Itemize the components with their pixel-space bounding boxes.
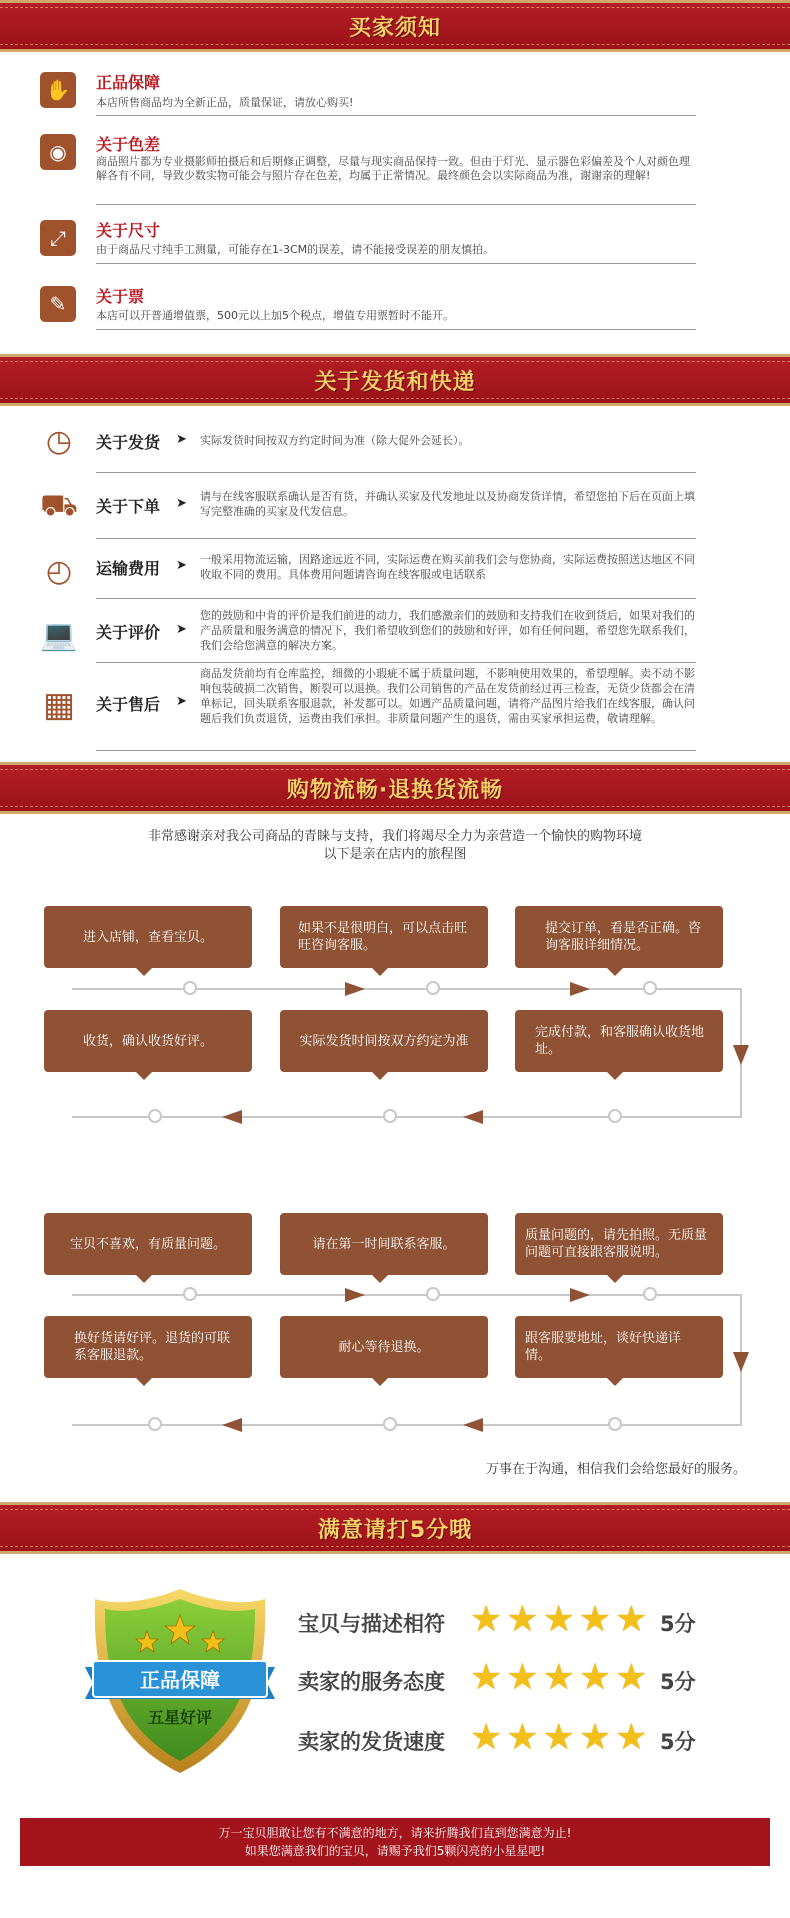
arrow-left-icon — [222, 1418, 242, 1432]
flow-step-box: 提交订单，看是否正确。咨询客服详细情况。 — [515, 906, 723, 968]
flow-dot — [643, 981, 657, 995]
flow-dot — [426, 1287, 440, 1301]
arrow-down-icon — [733, 1352, 749, 1372]
quality-badge — [85, 1585, 275, 1777]
truck-icon: ⛟ — [40, 487, 78, 523]
shipping-title: 运输费用 — [96, 559, 161, 578]
arrow-down-icon — [733, 1045, 749, 1065]
star-icon: ★ — [615, 1717, 648, 1758]
flow-step-box: 宝贝不喜欢，有质量问题。 — [44, 1213, 252, 1275]
arrow-right-icon: ➤ — [176, 694, 187, 709]
flow-dot — [643, 1287, 657, 1301]
laptop-icon: 💻 — [40, 617, 78, 653]
notice-item — [40, 132, 695, 202]
notice-title: 关于色差 — [96, 135, 161, 154]
star-icon: ★ — [578, 1717, 612, 1758]
rating-score: 5分 — [660, 1612, 696, 1636]
section-title: 满意请打5分哦 — [317, 1517, 473, 1543]
section-band-shipping — [0, 354, 790, 406]
flow-dot — [383, 1109, 397, 1123]
flow-intro-line: 非常感谢亲对我公司商品的青睐与支持，我们将竭尽全力为亲营造一个愉快的购物环境 — [147, 829, 642, 844]
arrow-right-icon — [570, 1288, 590, 1302]
footer-line: 如果您满意我们的宝贝，请赐予我们5颗闪亮的小星星吧! — [244, 1844, 546, 1858]
flow-line — [72, 1424, 742, 1426]
shipping-item — [40, 420, 695, 475]
star-icon: ★ — [578, 1599, 612, 1640]
flow-line — [72, 1116, 742, 1118]
notice-text: 由于商品尺寸纯手工测量，可能存在1-3CM的误差，请不能接受误差的朋友慎拍。 — [96, 243, 495, 256]
section-band-rating — [0, 1502, 790, 1554]
flow-intro-line: 以下是亲在店内的旅程图 — [323, 847, 467, 862]
flow-step-box: 质量问题的，请先拍照。无质量问题可直接跟客服说明。 — [515, 1213, 723, 1275]
shipping-title: 关于评价 — [96, 623, 161, 642]
rating-row — [298, 1599, 718, 1642]
shipping-text: 您的鼓励和中肯的评价是我们前进的动力，我们感激亲们的鼓励和支持我们在收到货后，如果对我们的产品质量和服务满意的情况下，我们希望收到您们的鼓励和好评，如有任何问题，希望您先联系我们，我们会给您满意的解决方案。 — [200, 609, 695, 652]
flow-dot — [383, 1417, 397, 1431]
section-title: 买家须知 — [348, 15, 441, 41]
section-title: 关于发货和快递 — [314, 369, 476, 395]
clock-icon: ◷ — [45, 423, 73, 459]
shipping-item — [40, 548, 695, 603]
arrow-right-icon — [345, 1288, 365, 1302]
arrow-right-icon: ➤ — [176, 496, 187, 511]
notice-item — [40, 284, 695, 329]
badge-main-text: 正品保障 — [140, 1668, 220, 1692]
notice-text: 商品照片都为专业摄影师拍摄后和后期修正调整，尽量与现实商品保持一致。但由于灯光、显示器色彩偏差及个人对颜色理解各有不同，导致少数实物可能会与照片存在色差，均属于正常情况。最终颜色会以实际商品为准，谢谢亲的理解! — [96, 155, 690, 182]
flow-step-box: 完成付款，和客服确认收货地址。 — [515, 1010, 723, 1072]
resize-icon: ⤢ — [40, 220, 76, 256]
star-icon: ★ — [615, 1657, 648, 1698]
divider — [96, 472, 696, 473]
footer-banner — [20, 1818, 770, 1866]
notice-title: 关于票 — [96, 287, 145, 306]
rating-label: 卖家的服务态度 — [298, 1670, 445, 1694]
rating-label: 宝贝与描述相符 — [298, 1612, 445, 1636]
flow-step-box: 进入店铺，查看宝贝。 — [44, 906, 252, 968]
flow-dot — [608, 1109, 622, 1123]
grid-icon: ▦ — [42, 685, 76, 725]
flow-dot — [426, 981, 440, 995]
flow-step-box: 实际发货时间按双方约定为准 — [280, 1010, 488, 1072]
flow-step-box: 请在第一时间联系客服。 — [280, 1213, 488, 1275]
shipping-item — [40, 484, 695, 539]
rating-score: 5分 — [660, 1730, 696, 1754]
divider — [96, 204, 696, 205]
star-icon: ★ — [542, 1599, 575, 1640]
section-title: 购物流畅·退换货流畅 — [286, 777, 504, 803]
flow-closing-text: 万事在于沟通，相信我们会给您最好的服务。 — [485, 1462, 746, 1477]
star-group — [470, 1599, 648, 1640]
flow-step-box: 收货，确认收货好评。 — [44, 1010, 252, 1072]
rating-row — [298, 1717, 718, 1760]
divider — [96, 662, 696, 663]
star-icon: ★ — [542, 1717, 575, 1758]
invoice-icon: ✎ — [40, 286, 76, 322]
rating-score: 5分 — [660, 1670, 696, 1694]
shipping-title: 关于发货 — [96, 433, 161, 452]
arrow-right-icon: ➤ — [176, 432, 187, 447]
divider — [96, 538, 696, 539]
flow-step-box: 跟客服要地址，谈好快递详情。 — [515, 1316, 723, 1378]
section-band-buyer-notice — [0, 0, 790, 52]
star-icon: ★ — [470, 1717, 503, 1758]
arrow-right-icon — [570, 982, 590, 996]
shipping-text: 一般采用物流运输，因路途远近不同，实际运费在购买前我们会与您协商，实际运费按照送达地区不同收取不同的费用。具体费用问题请咨询在线客服或电话联系 — [200, 553, 695, 581]
star-group — [470, 1717, 648, 1758]
shipping-text: 商品发货前均有仓库监控，细微的小瑕疵不属于质量问题，不影响使用效果的，希望理解。卖不动不影响包装破损二次销售，断裂可以退换。我们公司销售的产品在发货前经过再三检查，无货少货都会在清单标记，回头联系客服退款，补发都可以。如遇产品质量问题，请将产品图片给我们在线客服，确认问题后我们负责退货，运费由我们承担。非质量问题产生的退货，需由买家承担运费，敬请理解。 — [200, 667, 695, 725]
flow-dot — [608, 1417, 622, 1431]
calendar-clock-icon: ◴ — [45, 553, 73, 589]
star-icon: ★ — [506, 1657, 539, 1698]
notice-item — [40, 218, 695, 263]
star-icon: ★ — [542, 1657, 575, 1698]
arrow-left-icon — [463, 1110, 483, 1124]
flow-dot — [148, 1109, 162, 1123]
arrow-left-icon — [222, 1110, 242, 1124]
shipping-title: 关于售后 — [96, 695, 161, 714]
flow-step-box: 耐心等待退换。 — [280, 1316, 488, 1378]
arrow-right-icon: ➤ — [176, 558, 187, 573]
shipping-text: 请与在线客服联系确认是否有货，并确认买家及代发地址以及协商发货详情，希望您拍下后在页面上填写完整准确的买家及代发信息。 — [200, 490, 695, 518]
flow-dot — [183, 981, 197, 995]
arrow-right-icon — [345, 982, 365, 996]
footer-line: 万一宝贝胆敢让您有不满意的地方，请来折腾我们直到您满意为止! — [218, 1826, 572, 1840]
flow-step-box: 如果不是很明白，可以点击旺旺咨询客服。 — [280, 906, 488, 968]
flow-dot — [148, 1417, 162, 1431]
shipping-item — [40, 666, 695, 751]
notice-item — [40, 70, 695, 120]
star-icon: ★ — [470, 1599, 503, 1640]
section-band-flow — [0, 762, 790, 814]
notice-text: 本店可以开普通增值票，500元以上加5个税点，增值专用票暂时不能开。 — [96, 309, 454, 322]
notice-title: 正品保障 — [96, 73, 161, 92]
arrow-left-icon — [463, 1418, 483, 1432]
star-icon: ★ — [578, 1657, 612, 1698]
arrow-right-icon: ➤ — [176, 622, 187, 637]
rating-row — [298, 1657, 718, 1700]
notice-title: 关于尺寸 — [96, 221, 161, 240]
divider — [96, 115, 696, 116]
hands-icon: ✋ — [40, 72, 76, 108]
divider — [96, 598, 696, 599]
divider — [96, 329, 696, 330]
rating-label: 卖家的发货速度 — [298, 1730, 445, 1754]
flow-line — [72, 1294, 742, 1296]
star-group — [470, 1657, 648, 1698]
star-icon: ★ — [615, 1599, 648, 1640]
camera-icon: ◉ — [40, 134, 76, 170]
flow-line — [72, 988, 742, 990]
star-icon: ★ — [506, 1599, 539, 1640]
notice-text: 本店所售商品均为全新正品，质量保证，请放心购买! — [96, 96, 354, 109]
badge-sub-text: 五星好评 — [147, 1708, 213, 1727]
star-icon: ★ — [470, 1657, 503, 1698]
flow-dot — [183, 1287, 197, 1301]
shipping-item — [40, 606, 695, 666]
shipping-text: 实际发货时间按双方约定时间为准（除大促外会延长）。 — [200, 434, 470, 447]
shipping-title: 关于下单 — [96, 497, 161, 516]
flow-step-box: 换好货请好评。退货的可联系客服退款。 — [44, 1316, 252, 1378]
divider — [96, 750, 696, 751]
divider — [96, 263, 696, 264]
star-icon: ★ — [506, 1717, 539, 1758]
